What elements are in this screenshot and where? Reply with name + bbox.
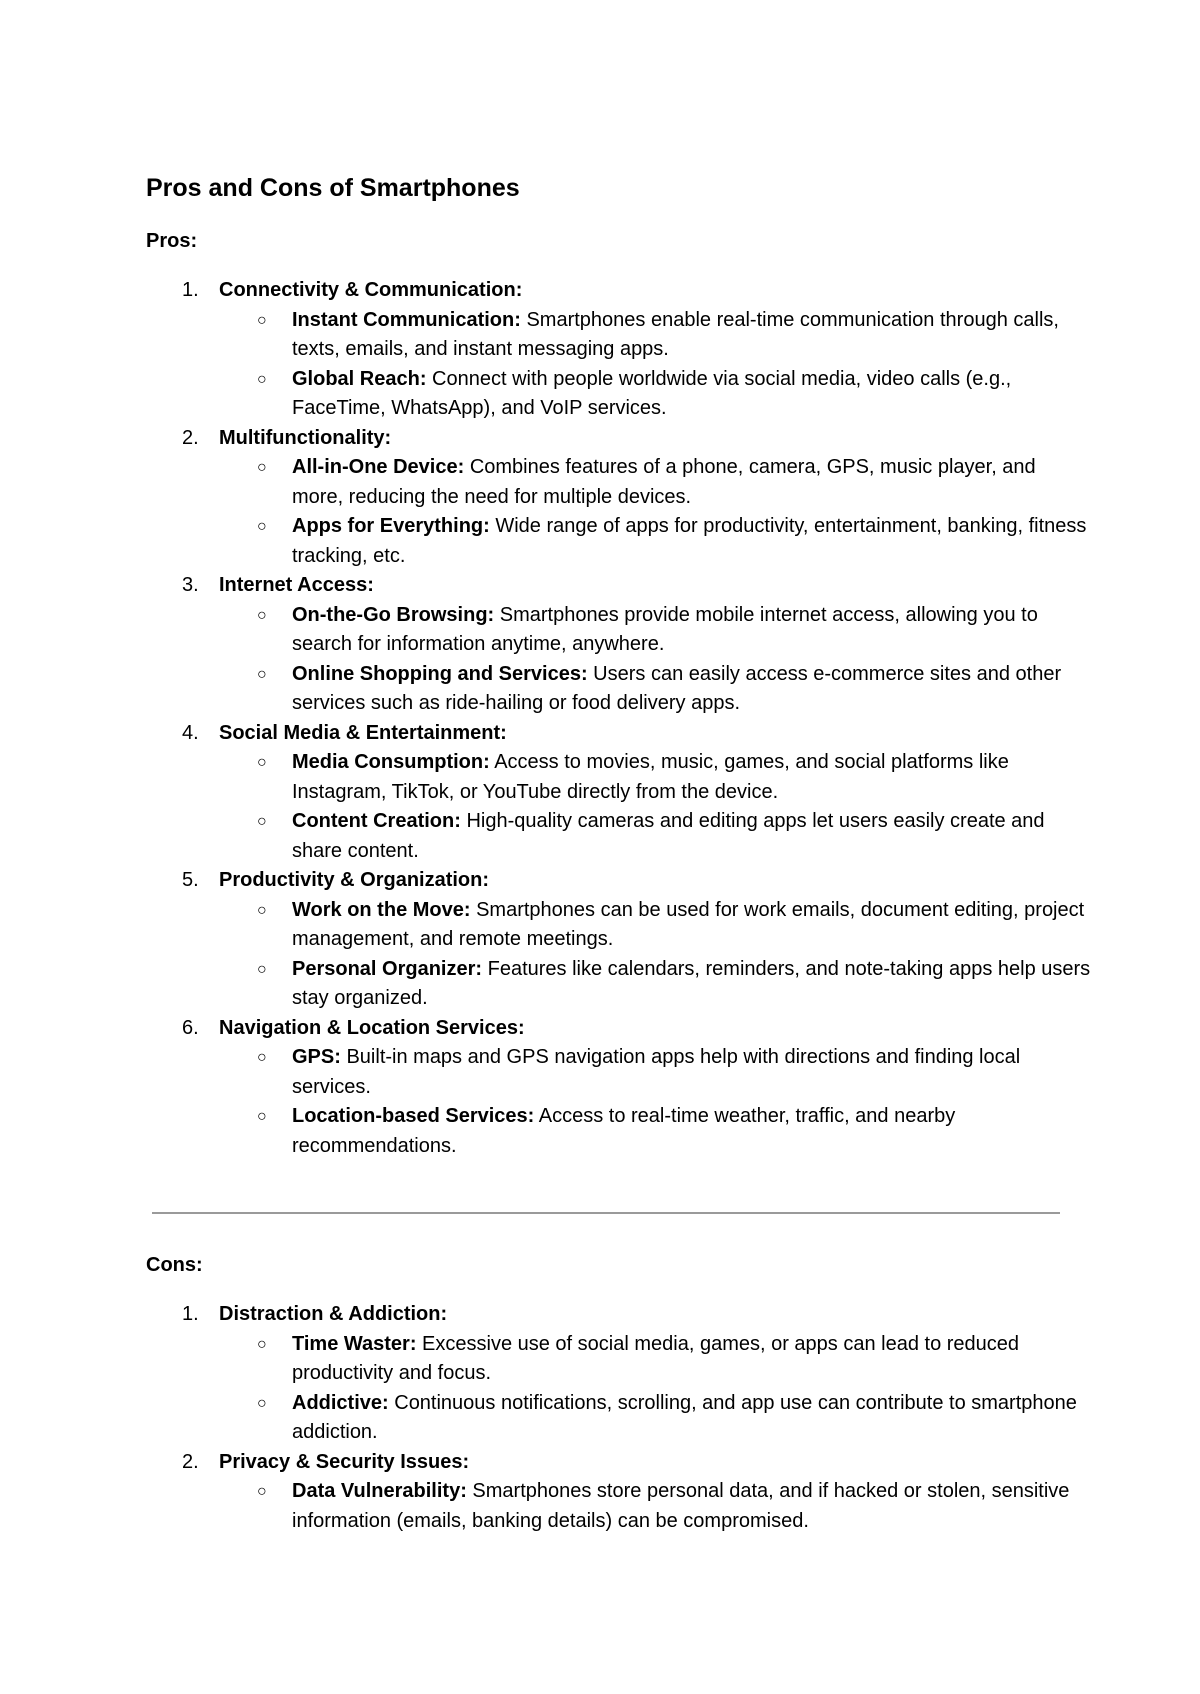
sub-item bbox=[219, 896, 1092, 955]
sub-list bbox=[219, 601, 1066, 719]
sub-item bbox=[219, 601, 1092, 660]
sub-item-text: Users can easily access e-commerce sites and other services such as ride-hailing or food delivery apps. bbox=[292, 662, 1062, 714]
sub-item-text: Smartphones provide mobile internet access, allowing you to search for information anytime, anywhere. bbox=[292, 603, 1038, 655]
hollow-bullet-icon: ○ bbox=[257, 813, 267, 830]
hollow-bullet-icon: ○ bbox=[257, 606, 267, 624]
hollow-bullet-icon: ○ bbox=[257, 754, 267, 771]
pros-list bbox=[146, 276, 1091, 1161]
sub-item bbox=[219, 1043, 1092, 1102]
sub-item-title: GPS: bbox=[292, 1046, 341, 1068]
list-number: 2. bbox=[182, 1450, 199, 1473]
list-number: 6. bbox=[182, 1016, 199, 1039]
document-body bbox=[146, 168, 1091, 1161]
sub-item bbox=[219, 453, 1092, 512]
sub-list bbox=[219, 896, 1091, 1014]
sub-item-text: Smartphones can be used for work emails, document editing, project management, and remote meetings. bbox=[292, 898, 1085, 950]
hollow-bullet-icon: ○ bbox=[257, 1049, 267, 1066]
sub-item-title: Location-based Services: bbox=[292, 1105, 535, 1127]
sub-item-title: Personal Organizer: bbox=[292, 957, 483, 980]
sub-item bbox=[219, 1330, 1092, 1389]
pros-item bbox=[146, 866, 1091, 1014]
sub-list bbox=[219, 453, 1087, 571]
cons-item-title: Privacy & Security Issues: bbox=[219, 1450, 470, 1473]
sub-item-title: Work on the Move: bbox=[292, 898, 471, 921]
sub-list bbox=[219, 1043, 1066, 1161]
pros-item-title: Navigation & Location Services: bbox=[219, 1016, 525, 1039]
list-number: 1. bbox=[182, 1303, 199, 1325]
sub-item-title: All-in-One Device: bbox=[292, 456, 465, 478]
sub-item bbox=[219, 512, 1092, 571]
list-number: 4. bbox=[182, 721, 199, 744]
sub-item bbox=[219, 1102, 1092, 1161]
sub-item-title: Addictive: bbox=[292, 1391, 389, 1414]
hollow-bullet-icon: ○ bbox=[257, 518, 267, 535]
hollow-bullet-icon: ○ bbox=[257, 370, 267, 388]
hollow-bullet-icon: ○ bbox=[257, 1335, 267, 1353]
cons-item-title: Distraction & Addiction: bbox=[219, 1303, 448, 1325]
list-number: 1. bbox=[182, 279, 199, 301]
sub-item bbox=[219, 660, 1092, 719]
document-title: Pros and Cons of Smartphones bbox=[146, 174, 520, 202]
hollow-bullet-icon: ○ bbox=[257, 665, 267, 683]
sub-item-text: Smartphones store personal data, and if hacked or stolen, sensitive information (emails, banking details) can be compromised. bbox=[292, 1480, 1070, 1532]
sub-item bbox=[219, 365, 1092, 424]
cons-list bbox=[146, 1300, 1077, 1536]
sub-item bbox=[219, 306, 1092, 365]
sub-item-text: Access to movies, music, games, and social platforms like Instagram, TikTok, or YouTube directly from the device. bbox=[292, 751, 1009, 803]
hollow-bullet-icon: ○ bbox=[257, 1394, 267, 1412]
pros-item-title: Internet Access: bbox=[219, 574, 374, 596]
hollow-bullet-icon: ○ bbox=[257, 459, 267, 476]
sub-item bbox=[219, 807, 1092, 866]
sub-item-text: Built-in maps and GPS navigation apps help with directions and finding local services. bbox=[292, 1046, 1021, 1098]
hollow-bullet-icon: ○ bbox=[257, 311, 267, 329]
sub-item-text: Wide range of apps for productivity, entertainment, banking, fitness tracking, etc. bbox=[292, 515, 1087, 567]
sub-item-title: Global Reach: bbox=[292, 367, 427, 390]
pros-item bbox=[146, 719, 1066, 867]
list-number: 5. bbox=[182, 869, 199, 891]
sub-item-title: Online Shopping and Services: bbox=[292, 662, 588, 685]
hollow-bullet-icon: ○ bbox=[257, 1108, 267, 1125]
sub-item-text: Combines features of a phone, camera, GPS, music player, and more, reducing the need for multiple devices. bbox=[292, 456, 1036, 508]
sub-item-text: Connect with people worldwide via social media, video calls (e.g., FaceTime, WhatsApp), and VoIP services. bbox=[292, 367, 1012, 419]
hollow-bullet-icon: ○ bbox=[257, 901, 267, 919]
sub-item-text: Smartphones enable real-time communication through calls, texts, emails, and instant messaging apps. bbox=[292, 308, 1059, 360]
pros-heading: Pros: bbox=[146, 230, 198, 252]
list-number: 3. bbox=[182, 574, 199, 596]
sub-item bbox=[219, 1477, 1092, 1536]
sub-item-title: Time Waster: bbox=[292, 1332, 417, 1355]
horizontal-divider bbox=[152, 1212, 1060, 1214]
cons-item bbox=[146, 1300, 1077, 1448]
pros-item bbox=[146, 424, 1087, 572]
sub-item-title: Data Vulnerability: bbox=[292, 1480, 467, 1502]
cons-section bbox=[146, 1250, 1077, 1536]
pros-item-title: Social Media & Entertainment: bbox=[219, 721, 507, 744]
sub-list bbox=[219, 748, 1066, 866]
sub-item-text: Continuous notifications, scrolling, and app use can contribute to smartphone addiction. bbox=[292, 1391, 1077, 1443]
pros-item-title: Multifunctionality: bbox=[219, 426, 392, 449]
sub-item bbox=[219, 955, 1092, 1014]
pros-item-title: Productivity & Organization: bbox=[219, 869, 490, 891]
sub-list bbox=[219, 306, 1066, 424]
sub-item-title: Media Consumption: bbox=[292, 751, 490, 773]
sub-item-title: Content Creation: bbox=[292, 810, 461, 832]
sub-item-text: Access to real-time weather, traffic, and nearby recommendations. bbox=[292, 1105, 956, 1157]
sub-item-text: High-quality cameras and editing apps let users easily create and share content. bbox=[292, 810, 1045, 862]
pros-item bbox=[146, 276, 1066, 424]
sub-item-title: On-the-Go Browsing: bbox=[292, 603, 495, 626]
sub-item-title: Instant Communication: bbox=[292, 308, 521, 331]
pros-item-title: Connectivity & Communication: bbox=[219, 279, 523, 301]
sub-item bbox=[219, 748, 1092, 807]
pros-item bbox=[146, 571, 1066, 719]
sub-list bbox=[219, 1330, 1077, 1448]
sub-item bbox=[219, 1389, 1092, 1448]
cons-item bbox=[146, 1448, 1070, 1537]
sub-item-text: Excessive use of social media, games, or apps can lead to reduced productivity and focus. bbox=[292, 1332, 1020, 1384]
sub-list bbox=[219, 1477, 1070, 1536]
cons-heading: Cons: bbox=[146, 1254, 203, 1276]
list-number: 2. bbox=[182, 426, 199, 449]
sub-item-text: Features like calendars, reminders, and note-taking apps help users stay organized. bbox=[292, 957, 1091, 1009]
hollow-bullet-icon: ○ bbox=[257, 1483, 267, 1500]
hollow-bullet-icon: ○ bbox=[257, 960, 267, 978]
pros-item bbox=[146, 1014, 1066, 1162]
sub-item-title: Apps for Everything: bbox=[292, 515, 490, 537]
